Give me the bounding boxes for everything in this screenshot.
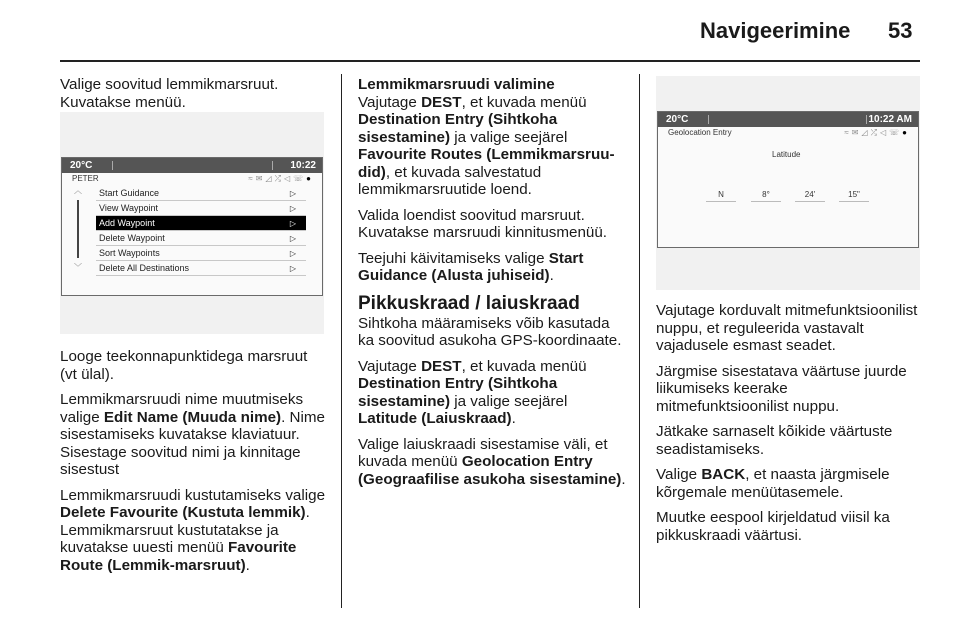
column-1-lower: [60, 348, 328, 582]
col3-paragraph-2: Järgmise sisestatava väärtuse juurde liikumiseks keerake mitmefunktsioonilist nuppu.: [656, 362, 907, 415]
mail-icon: ✉: [851, 128, 862, 137]
signal-icon: ◿: [265, 174, 275, 183]
latitude-label: Latitude: [772, 150, 801, 159]
chevron-right-icon: ▷: [289, 264, 296, 273]
chevron-right-icon: ▷: [289, 234, 296, 243]
col3-paragraph-3: Jätkake sarnaselt kõikide väärtuste seadistamiseks.: [656, 423, 893, 458]
phone-icon: ☏: [293, 174, 307, 183]
info-icon: ●: [306, 174, 314, 183]
status-separator: [272, 161, 273, 170]
col1-paragraph-1: Valige soovitud lemmikmarsruut. Kuvatakse menüü.: [60, 76, 279, 111]
column-3: [656, 302, 920, 552]
clock-readout: 10:22 AM: [868, 114, 912, 125]
page-header-title: Navigeerimine: [700, 18, 851, 43]
subsection-heading: Lemmikmarsruudi valimine: [358, 76, 555, 93]
mute-icon: ◁: [879, 128, 890, 137]
menu-item-view-waypoint[interactable]: View Waypoint ▷: [96, 201, 306, 216]
chevron-right-icon: ▷: [289, 189, 296, 198]
status-separator: [708, 115, 709, 124]
status-separator: [112, 161, 113, 170]
wifi-icon: ≈: [844, 128, 852, 137]
scrollbar[interactable]: [77, 200, 79, 258]
shuffle-icon: ⤮: [274, 174, 284, 183]
screen-title: Geolocation Entry: [668, 128, 732, 137]
info-icon: ●: [902, 128, 910, 137]
chevron-right-icon: ▷: [289, 204, 296, 213]
status-icons: [844, 128, 910, 138]
menu-item-sort-waypoints[interactable]: Sort Waypoints ▷: [96, 246, 306, 261]
col1-paragraph-2: Looge teekonnapunktidega marsruut (vt ülal).: [60, 348, 308, 383]
col2-paragraph-6: Valige laiuskraadi sisestamise väli, et kuvada menüü Geolocation Entry (Geograafilise asukoha sisestamine).: [358, 435, 626, 488]
coord-seconds-field[interactable]: 15": [839, 190, 869, 202]
col1-paragraph-4: Lemmikmarsruudi kustutamiseks valige Delete Favourite (Kustuta lemmik). Lemmikmarsruut kustutatakse ja kuvatakse uuesti menüü Favourite Route (Lemmik-marsruut).: [60, 486, 326, 574]
page-number: 53: [888, 18, 913, 43]
clock-readout: 10:22: [290, 160, 316, 171]
col3-paragraph-4: Valige BACK, et naasta järgmisele kõrgemale menüütasemele.: [656, 466, 890, 501]
mute-icon: ◁: [283, 174, 294, 183]
menu-item-delete-all-destinations[interactable]: Delete All Destinations ▷: [96, 261, 306, 276]
menu-item-delete-waypoint[interactable]: Delete Waypoint ▷: [96, 231, 306, 246]
chevron-right-icon: ▷: [289, 249, 296, 258]
status-separator: [866, 115, 867, 124]
mail-icon: ✉: [255, 174, 266, 183]
route-name: PETER: [72, 174, 99, 183]
col2-paragraph-4: Sihtkoha määramiseks võib kasutada ka soovitud asukoha GPS-koordinaate.: [358, 314, 622, 349]
column-divider-right: [639, 74, 640, 608]
coord-minutes-field[interactable]: 24': [795, 190, 825, 202]
temperature-readout: 20°C: [70, 160, 93, 171]
col2-paragraph-5: Vajutage DEST, et kuvada menüü Destination Entry (Sihtkoha sisestamine) ja valige seejärel Latitude (Laiuskraad).: [358, 357, 587, 427]
column-divider-left: [341, 74, 342, 608]
status-bar: [658, 112, 918, 127]
menu-item-start-guidance[interactable]: Start Guidance ▷: [96, 186, 306, 201]
temperature-readout: 20°C: [666, 114, 689, 125]
column-2: [358, 76, 628, 496]
chevron-right-icon: ▷: [289, 219, 296, 228]
scroll-down-icon[interactable]: ﹀: [74, 263, 82, 272]
phone-icon: ☏: [889, 128, 903, 137]
scroll-up-icon[interactable]: ︿: [74, 186, 82, 195]
display-screen-2: [657, 111, 919, 248]
section-title: Pikkuskraad / laiuskraad: [358, 292, 580, 314]
col2-paragraph-1: Vajutage DEST, et kuvada menüü Destination Entry (Sihtkoha sisestamine) ja valige seejärel Favourite Routes (Lemmikmarsruu-did), et kuvada salvestatud lemmikmarsruutide loend.: [358, 93, 615, 198]
col2-paragraph-3: Teejuhi käivitamiseks valige Start Guidance (Alusta juhiseid).: [358, 249, 584, 284]
wifi-icon: ≈: [248, 174, 256, 183]
signal-icon: ◿: [861, 128, 871, 137]
col3-paragraph-1: Vajutage korduvalt mitmefunktsioonilist nuppu, et reguleerida vastavalt vajadusele esmast seadet.: [656, 302, 918, 354]
col2-paragraph-2: Valida loendist soovitud marsruut. Kuvatakse marsruudi kinnitusmenüü.: [358, 206, 608, 241]
col3-paragraph-5: Muutke eespool kirjeldatud viisil ka pikkuskraadi väärtusi.: [656, 509, 890, 544]
shuffle-icon: ⤮: [870, 128, 880, 137]
status-bar: [62, 158, 322, 173]
header-divider: [60, 60, 920, 62]
menu-item-add-waypoint[interactable]: Add Waypoint ▷: [96, 216, 306, 231]
coord-hemisphere-field[interactable]: N: [706, 190, 736, 202]
display-screen-1: [61, 157, 323, 296]
status-icons: [248, 174, 314, 184]
route-menu: [96, 186, 306, 276]
coord-degrees-field[interactable]: 8°: [751, 190, 781, 202]
col1-paragraph-3: Lemmikmarsruudi nime muutmiseks valige Edit Name (Muuda nime). Nime sisestamiseks kuvatakse klaviatuur. Sisestage soovitud nimi ja kinnitage sisestust: [60, 391, 325, 478]
